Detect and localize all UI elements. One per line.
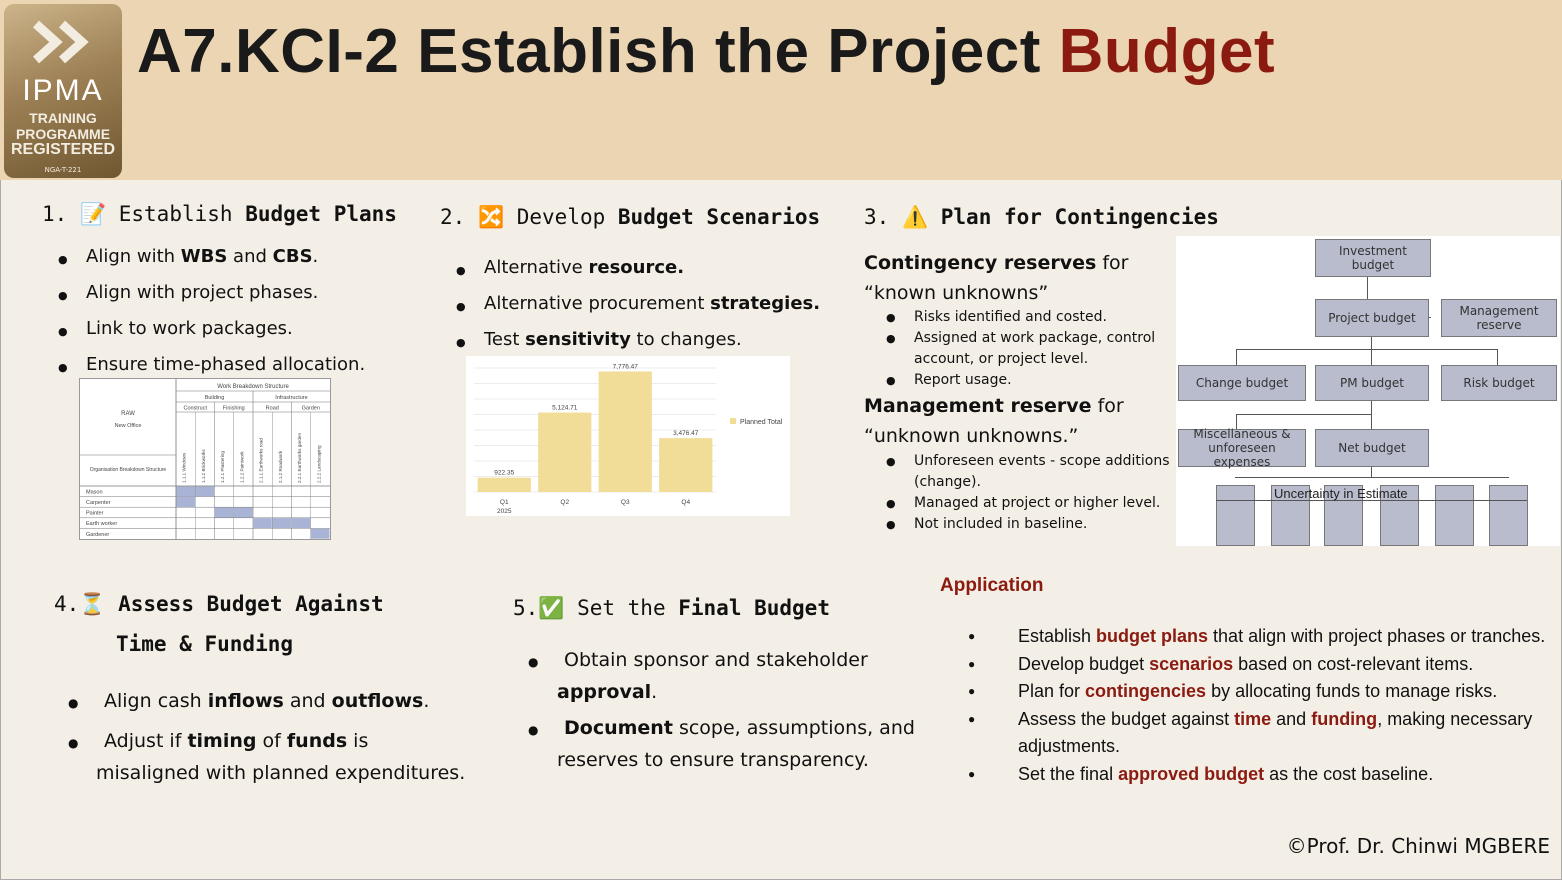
hourglass-icon: ⏳ (79, 592, 106, 616)
list-item: ● Align cash inflows and outflows. (68, 690, 430, 712)
list-item: ● Report usage. (886, 370, 1171, 391)
risk-budget-box: Risk budget (1441, 365, 1557, 401)
svg-text:Earth worker: Earth worker (86, 521, 118, 528)
logo-brand: IPMA (22, 74, 104, 107)
section-2-heading: 2. 🔀 Develop Budget Scenarios (440, 205, 821, 229)
list-item: ● Alternative procurement strategies. (456, 292, 836, 328)
svg-text:Construct: Construct (183, 405, 208, 412)
svg-text:RAW: RAW (121, 411, 135, 417)
work-package-box (1489, 485, 1528, 546)
bar (659, 438, 712, 492)
svg-text:2.2.2 Landscaping: 2.2.2 Landscaping (316, 445, 322, 483)
section-2-list (456, 256, 836, 364)
contingency-list (886, 307, 1171, 391)
management-list (886, 451, 1176, 535)
category-label: Q3 (620, 499, 630, 506)
section-3-heading: 3. ⚠️ Plan for Contingencies (864, 205, 1219, 229)
title-accent: Budget (1058, 17, 1276, 86)
category-label: 2025 (497, 508, 512, 515)
legend-label: Planned Total (740, 419, 783, 426)
pm-budget-box: PM budget (1315, 365, 1429, 401)
list-item: ● Adjust if timing of funds is misaligned with planned expenditures. (68, 730, 466, 784)
check-icon: ✅ (538, 596, 565, 620)
svg-text:New Office: New Office (114, 423, 142, 429)
bar (478, 478, 531, 492)
svg-text:Infrastructure: Infrastructure (275, 395, 308, 401)
list-item: ● Develop budget scenarios based on cost-relevant items. (968, 651, 1548, 679)
list-item: ● Establish budget plans that align with project phases or tranches. (968, 623, 1548, 651)
list-item: ● Plan for contingencies by allocating funds to manage risks. (968, 678, 1548, 706)
ipma-logo (4, 4, 122, 178)
responsibility-matrix (79, 378, 331, 540)
investment-budget-box: Investment budget (1315, 239, 1431, 277)
list-item: ● Ensure time-phased allocation. (58, 353, 418, 389)
list-item: ● Unforeseen events - scope additions (change). (886, 451, 1176, 493)
header-band (0, 0, 1562, 180)
svg-text:Finishing: Finishing (222, 405, 245, 412)
bar (538, 413, 591, 492)
warning-icon: ⚠️ (901, 205, 929, 229)
svg-text:1.1.2 Brickworks: 1.1.2 Brickworks (200, 449, 206, 483)
logo-text: TRAINING PROGRAMME REGISTERED (10, 110, 115, 158)
svg-text:Building: Building (204, 395, 225, 401)
legend-swatch (730, 418, 736, 424)
application-list (968, 623, 1548, 788)
section-4-list (68, 686, 498, 788)
list-item: ● Managed at project or higher level. (886, 493, 1176, 514)
bar-value-label: 7,776.47 (612, 363, 638, 371)
application-title: Application (940, 575, 1044, 596)
section-5-list (528, 645, 928, 775)
svg-text:2.1.1 Earthworks road: 2.1.1 Earthworks road (258, 438, 264, 483)
copyright: ©Prof. Dr. Chinwi MGBERE (1286, 834, 1550, 858)
svg-text:1.1.1 Windows: 1.1.1 Windows (181, 452, 187, 483)
list-item: ● Alternative resource. (456, 256, 836, 292)
bar-value-label: 3,476.47 (673, 430, 699, 438)
section-1-heading: 1. 📝 Establish Budget Plans (42, 202, 397, 226)
svg-text:Garden: Garden (301, 405, 320, 412)
section-5-heading: 5.✅ Set the Final Budget (513, 596, 830, 620)
contingency-reserves-heading: Contingency reserves for “known unknowns” (864, 252, 1129, 304)
list-item: ● Set the final approved budget as the cost baseline. (968, 761, 1548, 789)
bar-value-label: 5,124.71 (552, 404, 578, 412)
bar-value-label: 922.35 (494, 469, 515, 477)
management-reserve-heading: Management reserve for “unknown unknowns.” (864, 395, 1124, 447)
svg-text:Painter: Painter (86, 510, 104, 517)
list-item: ● Assigned at work package, control account, or project level. (886, 328, 1171, 370)
category-label: Q4 (681, 499, 691, 506)
uncertainty-label: Uncertainty in Estimate (1274, 486, 1408, 501)
svg-text:1.2.2 Paintwork: 1.2.2 Paintwork (239, 451, 245, 483)
net-budget-box: Net budget (1315, 429, 1429, 467)
section-4-heading-line2: Time & Funding (116, 632, 294, 656)
budget-structure-diagram (1176, 236, 1560, 546)
section-4-heading: 4.⏳ Assess Budget Against (54, 592, 384, 616)
list-item: ● Risks identified and costed. (886, 307, 1171, 328)
misc-expenses-box: Miscellaneous & unforeseen expenses (1178, 429, 1306, 467)
category-label: Q2 (560, 499, 570, 506)
project-budget-box: Project budget (1315, 299, 1429, 337)
svg-text:Road: Road (265, 405, 279, 412)
list-item: ● Not included in baseline. (886, 514, 1176, 535)
svg-text:Organisation Breakdown Structu: Organisation Breakdown Structure (89, 467, 167, 473)
list-item: ● Align with project phases. (58, 281, 418, 317)
double-chevron-icon (32, 18, 94, 66)
svg-text:2.1.2 Roadwork: 2.1.2 Roadwork (277, 450, 283, 483)
logo-code: NGA-T-221 (44, 166, 82, 174)
svg-text:2.2.1 Earthworks garden: 2.2.1 Earthworks garden (297, 432, 303, 483)
memo-icon: 📝 (79, 202, 107, 226)
work-package-box (1435, 485, 1474, 546)
page-title: A7.KCI-2 Establish the Project Budget (137, 17, 1276, 86)
shuffle-icon: 🔀 (477, 205, 505, 229)
list-item: ● Document scope, assumptions, and reserves to ensure transparency. (528, 717, 915, 771)
list-item: ● Assess the budget against time and funding, making necessary adjustments. (968, 706, 1548, 761)
list-item: ● Align with WBS and CBS. (58, 245, 418, 281)
list-item: ● Test sensitivity to changes. (456, 328, 836, 364)
management-reserve-box: Management reserve (1441, 299, 1557, 337)
svg-text:Mason: Mason (86, 489, 103, 496)
section-1-list (58, 245, 418, 389)
work-package-box (1216, 485, 1255, 546)
matrix-wbs-label: Work Breakdown Structure (217, 384, 289, 390)
change-budget-box: Change budget (1178, 365, 1306, 401)
svg-text:1.2.1 Plastering: 1.2.1 Plastering (220, 451, 226, 483)
list-item: ● Obtain sponsor and stakeholder approval. (528, 649, 868, 703)
list-item: ● Link to work packages. (58, 317, 418, 353)
category-label: Q1 (499, 499, 509, 506)
svg-text:Gardener: Gardener (86, 531, 110, 538)
bar (599, 371, 652, 492)
planned-budget-chart (466, 356, 790, 516)
svg-text:Carpenter: Carpenter (86, 500, 111, 506)
